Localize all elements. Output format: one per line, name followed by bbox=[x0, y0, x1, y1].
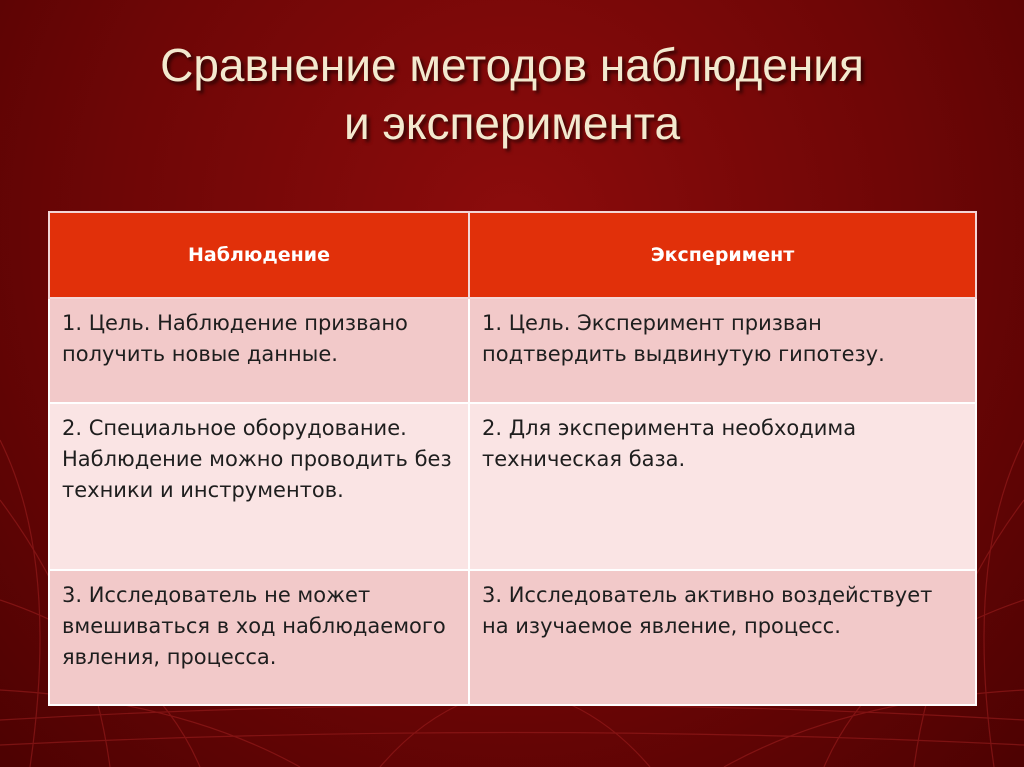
cell-experiment-researcher: 3. Исследователь активно воздействует на изучаемое явление, процесс. bbox=[469, 570, 976, 705]
cell-observation-researcher: 3. Исследователь не может вмешиваться в ход наблюдаемого явления, процесса. bbox=[49, 570, 469, 705]
table-row bbox=[49, 570, 976, 705]
cell-experiment-equipment: 2. Для эксперимента необходима техническая база. bbox=[469, 403, 976, 570]
slide-title-line-1: Сравнение методов наблюдения bbox=[160, 39, 864, 91]
slide-title-line-2: и эксперимента bbox=[343, 97, 681, 149]
cell-experiment-goal: 1. Цель. Эксперимент призван подтвердить выдвинутую гипотезу. bbox=[469, 298, 976, 403]
table-row bbox=[49, 403, 976, 570]
comparison-table bbox=[48, 211, 977, 706]
cell-observation-goal: 1. Цель. Наблюдение призвано получить новые данные. bbox=[49, 298, 469, 403]
cell-observation-equipment: 2. Специальное оборудование. Наблюдение можно проводить без техники и инструментов. bbox=[49, 403, 469, 570]
table-row bbox=[49, 298, 976, 403]
slide-title bbox=[0, 36, 1024, 152]
header-experiment: Эксперимент bbox=[469, 212, 976, 298]
table-header-row bbox=[49, 212, 976, 298]
header-observation: Наблюдение bbox=[49, 212, 469, 298]
